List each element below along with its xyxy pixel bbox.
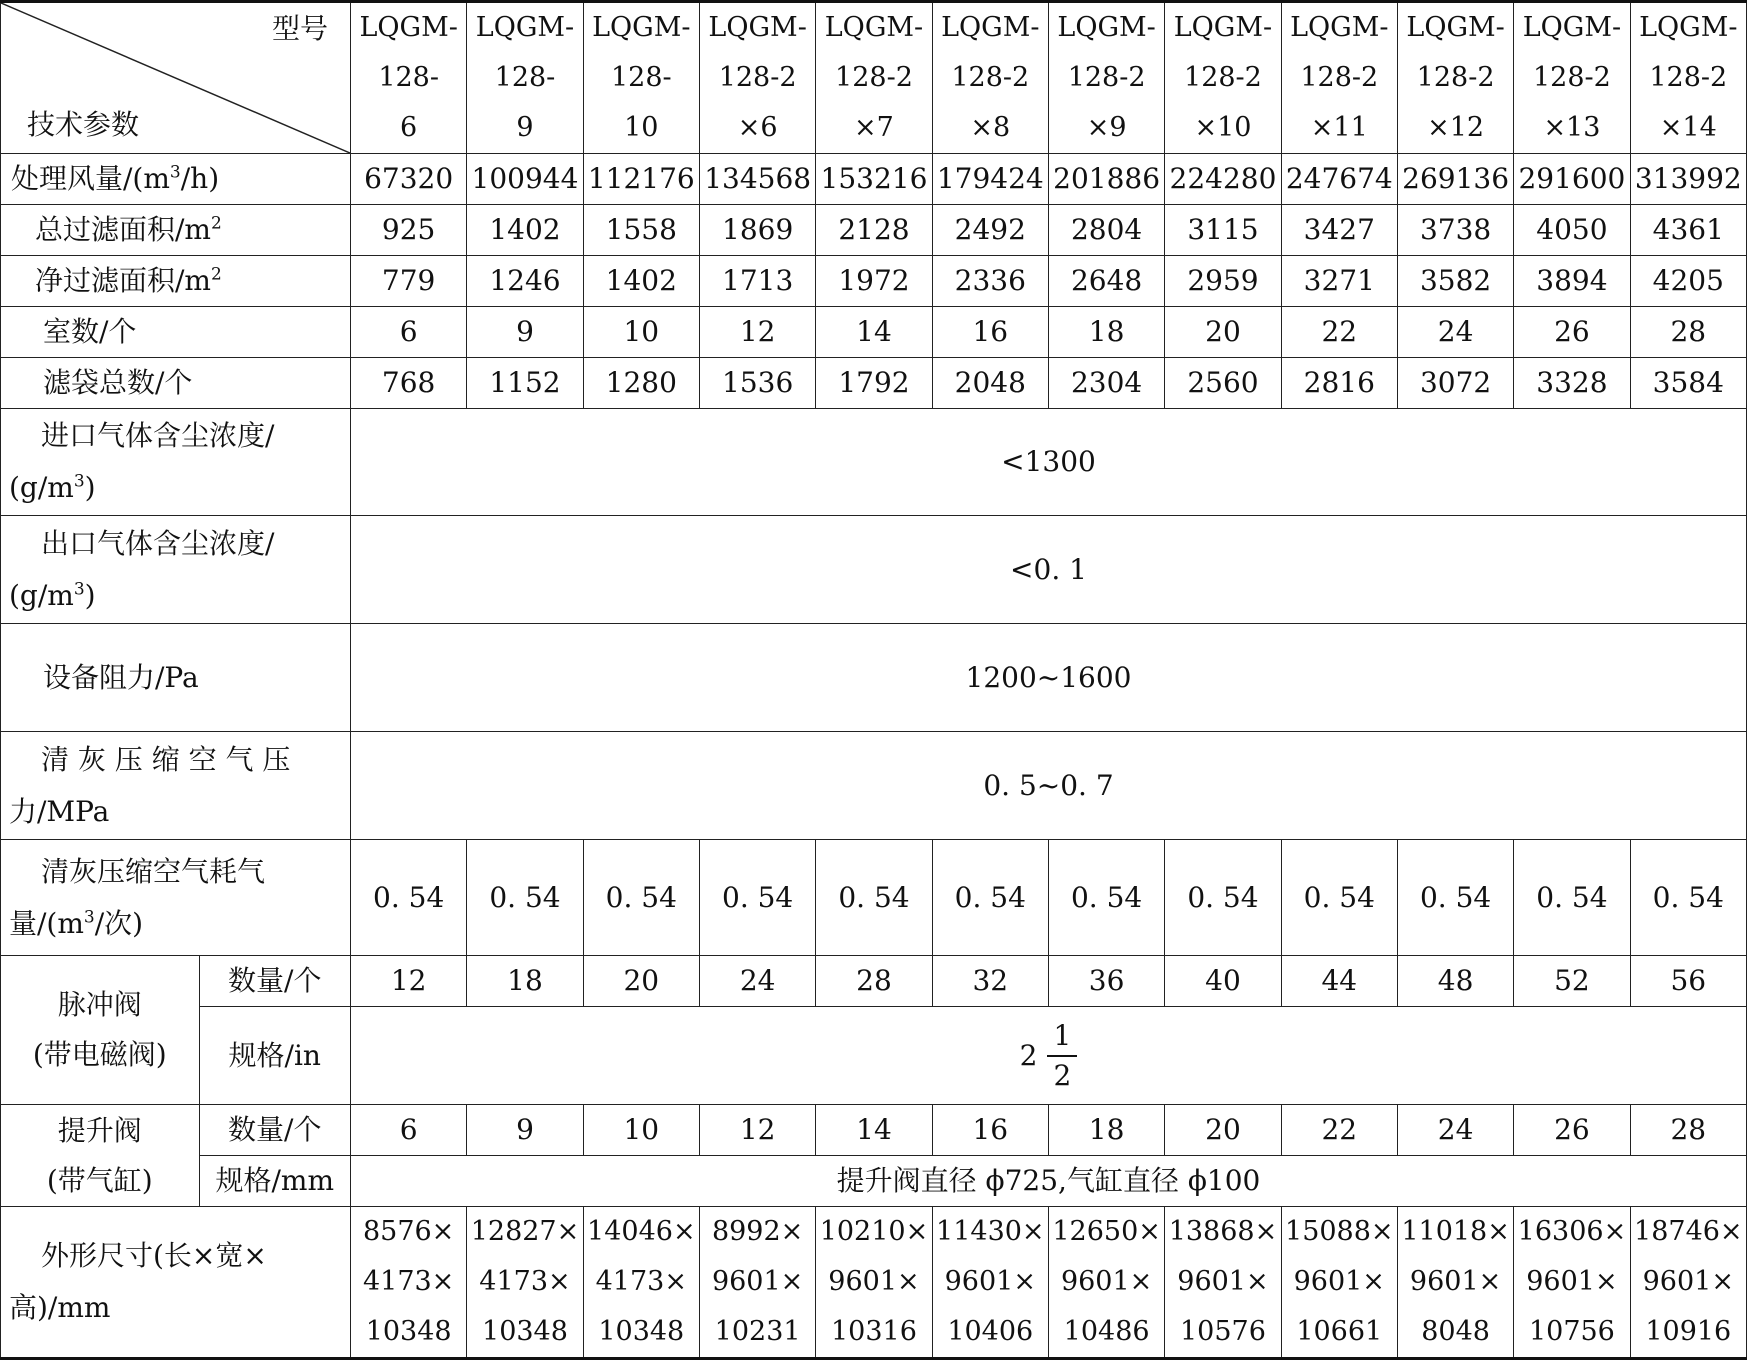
lift-valve-group-label: 提升阀 (带气缸) [1, 1105, 200, 1207]
cleaning-pressure-label: 清 灰 压 缩 空 气 压 力/MPa [1, 732, 351, 840]
model-header-cell: LQGM- 128-2 ×11 [1281, 2, 1397, 154]
lift-valve-qty-value: 10 [583, 1105, 699, 1156]
air-consumption-value: 0. 54 [1397, 840, 1513, 956]
pulse-valve-qty-value: 28 [816, 956, 932, 1007]
net-filter-area-value: 2959 [1165, 256, 1281, 307]
lift-valve-qty-value: 26 [1514, 1105, 1630, 1156]
chambers-value: 10 [583, 307, 699, 358]
airflow-value: 112176 [583, 154, 699, 205]
model-header-cell: LQGM- 128- 6 [350, 2, 466, 154]
filter-bags-value: 1536 [699, 358, 815, 409]
pulse-valve-qty-value: 52 [1514, 956, 1630, 1007]
cleaning-pressure-value: 0. 5~0. 7 [350, 732, 1746, 840]
dimensions-value: 11018× 9601× 8048 [1397, 1207, 1513, 1359]
air-consumption-value: 0. 54 [1514, 840, 1630, 956]
airflow-value: 201886 [1048, 154, 1164, 205]
model-header-cell: LQGM- 128- 10 [583, 2, 699, 154]
air-consumption-value: 0. 54 [467, 840, 583, 956]
model-header-cell: LQGM- 128-2 ×8 [932, 2, 1048, 154]
lift-valve-qty-value: 18 [1048, 1105, 1164, 1156]
pulse-valve-spec-value [350, 1007, 1746, 1105]
net-filter-area-value: 2648 [1048, 256, 1164, 307]
lift-valve-qty-value: 16 [932, 1105, 1048, 1156]
total-filter-area-value: 1558 [583, 205, 699, 256]
pulse-valve-qty-value: 20 [583, 956, 699, 1007]
dimensions-value: 16306× 9601× 10756 [1514, 1207, 1630, 1359]
dimensions-value: 12827× 4173× 10348 [467, 1207, 583, 1359]
chambers-value: 18 [1048, 307, 1164, 358]
chambers-value: 20 [1165, 307, 1281, 358]
inlet-dust-label: 进口气体含尘浓度/ $(g/m^3)$ [1, 409, 351, 516]
total-filter-area-value: 1869 [699, 205, 815, 256]
filter-bags-value: 2304 [1048, 358, 1164, 409]
pulse-valve-spec-row [1, 1007, 1747, 1105]
filter-bags-value: 1152 [467, 358, 583, 409]
model-header-cell: LQGM- 128-2 ×10 [1165, 2, 1281, 154]
air-consumption-value: 0. 54 [1048, 840, 1164, 956]
pulse-valve-spec-label: 规格/in [199, 1007, 350, 1105]
total-filter-area-value: 3115 [1165, 205, 1281, 256]
air-consumption-value: 0. 54 [1281, 840, 1397, 956]
lift-valve-spec-row [1, 1156, 1747, 1207]
model-header-cell: LQGM- 128-2 ×13 [1514, 2, 1630, 154]
parameter-corner-label: 技术参数 [27, 108, 140, 141]
total-filter-area-value: 2492 [932, 205, 1048, 256]
total-filter-area-value: 4050 [1514, 205, 1630, 256]
net-filter-area-value: 1972 [816, 256, 932, 307]
outlet-dust-label: 出口气体含尘浓度/ $(g/m^3)$ [1, 516, 351, 624]
airflow-value: 134568 [699, 154, 815, 205]
model-header-cell: LQGM- 128-2 ×6 [699, 2, 815, 154]
pulse-valve-qty-label: 数量/个 [199, 956, 350, 1007]
model-corner-label: 型号 [271, 12, 328, 45]
filter-bags-value: 1792 [816, 358, 932, 409]
pulse-valve-qty-value: 12 [350, 956, 466, 1007]
dimensions-value: 15088× 9601× 10661 [1281, 1207, 1397, 1359]
cleaning-pressure-row [1, 732, 1747, 840]
pulse-valve-qty-value: 18 [467, 956, 583, 1007]
airflow-value: 247674 [1281, 154, 1397, 205]
header-row [1, 2, 1747, 154]
filter-bags-value: 2816 [1281, 358, 1397, 409]
model-header-cell: LQGM- 128- 9 [467, 2, 583, 154]
chambers-value: 22 [1281, 307, 1397, 358]
air-consumption-value: 0. 54 [932, 840, 1048, 956]
net-filter-area-row [1, 256, 1747, 307]
total-filter-area-value: 4361 [1630, 205, 1746, 256]
inlet-dust-row [1, 409, 1747, 516]
inlet-dust-value: <1300 [350, 409, 1746, 516]
lift-valve-qty-value: 20 [1165, 1105, 1281, 1156]
airflow-value: 291600 [1514, 154, 1630, 205]
fraction-value: 2 $\frac{1}{2}$ [1020, 1017, 1078, 1095]
airflow-value: 179424 [932, 154, 1048, 205]
net-filter-area-value: 2336 [932, 256, 1048, 307]
lift-valve-spec-value: 提升阀直径 ϕ725,气缸直径 ϕ100 [350, 1156, 1746, 1207]
net-filter-area-label: 净过滤面积$/m^2$ [1, 256, 351, 307]
lift-valve-qty-label: 数量/个 [199, 1105, 350, 1156]
total-filter-area-value: 3738 [1397, 205, 1513, 256]
net-filter-area-value: 1402 [583, 256, 699, 307]
net-filter-area-value: 3271 [1281, 256, 1397, 307]
filter-bags-value: 3584 [1630, 358, 1746, 409]
chambers-value: 12 [699, 307, 815, 358]
total-filter-area-value: 2128 [816, 205, 932, 256]
filter-bags-value: 1280 [583, 358, 699, 409]
chambers-value: 6 [350, 307, 466, 358]
lift-valve-qty-value: 12 [699, 1105, 815, 1156]
net-filter-area-value: 3582 [1397, 256, 1513, 307]
filter-bags-label: 滤袋总数/个 [1, 358, 351, 409]
airflow-row [1, 154, 1747, 205]
dimensions-value: 8576× 4173× 10348 [350, 1207, 466, 1359]
chambers-value: 26 [1514, 307, 1630, 358]
dimensions-value: 11430× 9601× 10406 [932, 1207, 1048, 1359]
airflow-value: 224280 [1165, 154, 1281, 205]
air-consumption-value: 0. 54 [699, 840, 815, 956]
filter-bags-value: 768 [350, 358, 466, 409]
dimensions-value: 10210× 9601× 10316 [816, 1207, 932, 1359]
pulse-valve-qty-value: 56 [1630, 956, 1746, 1007]
dimensions-row [1, 1207, 1747, 1359]
net-filter-area-value: 3894 [1514, 256, 1630, 307]
net-filter-area-value: 4205 [1630, 256, 1746, 307]
net-filter-area-value: 1713 [699, 256, 815, 307]
chambers-value: 9 [467, 307, 583, 358]
airflow-value: 153216 [816, 154, 932, 205]
pulse-valve-qty-row [1, 956, 1747, 1007]
lift-valve-qty-value: 14 [816, 1105, 932, 1156]
airflow-value: 67320 [350, 154, 466, 205]
chambers-value: 14 [816, 307, 932, 358]
airflow-label: 处理风量$/(m^3/h)$ [1, 154, 351, 205]
airflow-value: 269136 [1397, 154, 1513, 205]
chambers-row [1, 307, 1747, 358]
chambers-value: 24 [1397, 307, 1513, 358]
air-consumption-value: 0. 54 [1630, 840, 1746, 956]
total-filter-area-row [1, 205, 1747, 256]
total-filter-area-value: 1402 [467, 205, 583, 256]
airflow-value: 313992 [1630, 154, 1746, 205]
airflow-value: 100944 [467, 154, 583, 205]
total-filter-area-label: 总过滤面积$/m^2$ [1, 205, 351, 256]
outlet-dust-value: <0. 1 [350, 516, 1746, 624]
air-consumption-label: 清灰压缩空气耗气 量$/(m^3/$次) [1, 840, 351, 956]
lift-valve-qty-value: 22 [1281, 1105, 1397, 1156]
chambers-label: 室数/个 [1, 307, 351, 358]
pulse-valve-group-label: 脉冲阀 (带电磁阀) [1, 956, 200, 1105]
dimensions-value: 8992× 9601× 10231 [699, 1207, 815, 1359]
total-filter-area-value: 925 [350, 205, 466, 256]
chambers-value: 16 [932, 307, 1048, 358]
dimensions-value: 18746× 9601× 10916 [1630, 1207, 1746, 1359]
dimensions-value: 14046× 4173× 10348 [583, 1207, 699, 1359]
resistance-row [1, 624, 1747, 732]
dimensions-label: 外形尺寸(长×宽× 高)/mm [1, 1207, 351, 1359]
model-header-cell: LQGM- 128-2 ×12 [1397, 2, 1513, 154]
lift-valve-qty-row [1, 1105, 1747, 1156]
filter-bags-value: 3328 [1514, 358, 1630, 409]
pulse-valve-qty-value: 24 [699, 956, 815, 1007]
lift-valve-spec-label: 规格/mm [199, 1156, 350, 1207]
filter-bags-row [1, 358, 1747, 409]
resistance-value: 1200~1600 [350, 624, 1746, 732]
lift-valve-qty-value: 9 [467, 1105, 583, 1156]
lift-valve-qty-value: 6 [350, 1105, 466, 1156]
diagonal-header-cell [1, 2, 351, 154]
air-consumption-value: 0. 54 [816, 840, 932, 956]
model-header-cell: LQGM- 128-2 ×7 [816, 2, 932, 154]
air-consumption-value: 0. 54 [1165, 840, 1281, 956]
filter-bags-value: 2048 [932, 358, 1048, 409]
chambers-value: 28 [1630, 307, 1746, 358]
net-filter-area-value: 1246 [467, 256, 583, 307]
total-filter-area-value: 2804 [1048, 205, 1164, 256]
lift-valve-qty-value: 28 [1630, 1105, 1746, 1156]
filter-bags-value: 2560 [1165, 358, 1281, 409]
air-consumption-value: 0. 54 [583, 840, 699, 956]
net-filter-area-value: 779 [350, 256, 466, 307]
model-header-cell: LQGM- 128-2 ×14 [1630, 2, 1746, 154]
air-consumption-row [1, 840, 1747, 956]
lift-valve-qty-value: 24 [1397, 1105, 1513, 1156]
filter-bags-value: 3072 [1397, 358, 1513, 409]
pulse-valve-qty-value: 40 [1165, 956, 1281, 1007]
dimensions-value: 13868× 9601× 10576 [1165, 1207, 1281, 1359]
pulse-valve-qty-value: 36 [1048, 956, 1164, 1007]
air-consumption-value: 0. 54 [350, 840, 466, 956]
total-filter-area-value: 3427 [1281, 205, 1397, 256]
outlet-dust-row [1, 516, 1747, 624]
model-header-cell: LQGM- 128-2 ×9 [1048, 2, 1164, 154]
pulse-valve-qty-value: 48 [1397, 956, 1513, 1007]
dimensions-value: 12650× 9601× 10486 [1048, 1207, 1164, 1359]
pulse-valve-qty-value: 44 [1281, 956, 1397, 1007]
pulse-valve-qty-value: 32 [932, 956, 1048, 1007]
resistance-label: 设备阻力/Pa [1, 624, 351, 732]
